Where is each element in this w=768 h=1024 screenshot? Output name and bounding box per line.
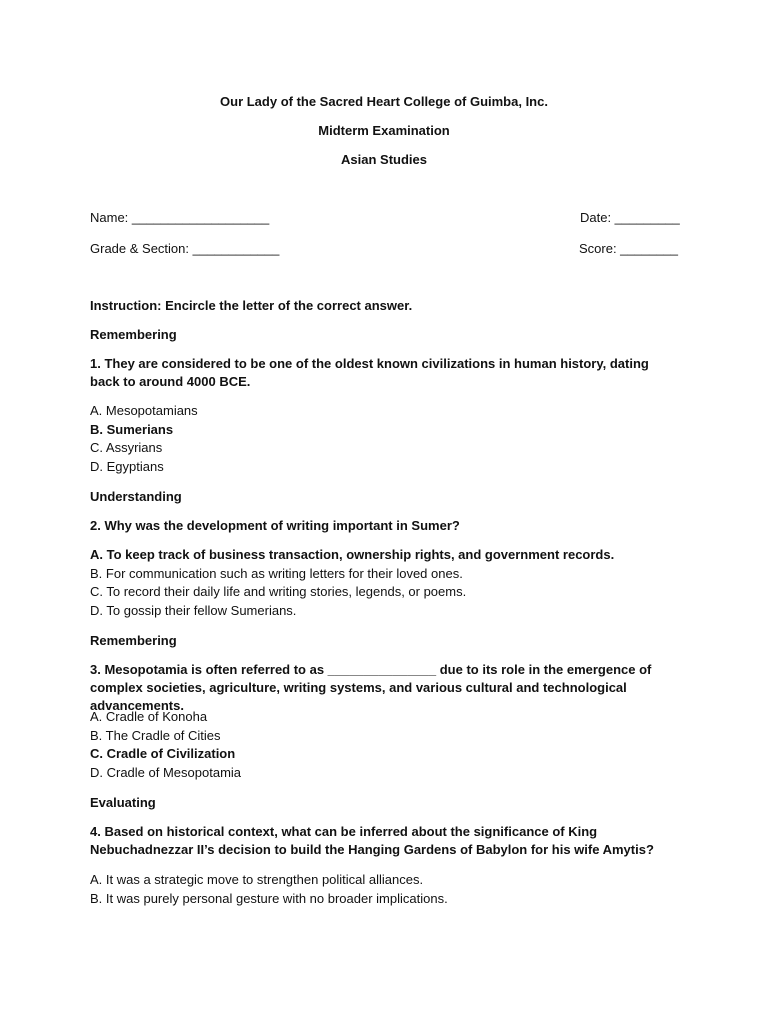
grade-section-field: Grade & Section: ____________: [90, 241, 280, 256]
instruction-text: Instruction: Encircle the letter of the correct answer.: [90, 298, 413, 313]
name-field: Name: ___________________: [90, 210, 270, 225]
choices-4: [90, 871, 690, 908]
choice-1d: D. Egyptians: [90, 458, 164, 474]
choice-4b: B. It was purely personal gesture with no broader implications.: [90, 890, 448, 906]
choice-1c: C. Assyrians: [90, 440, 163, 456]
choice-4a: A. It was a strategic move to strengthen political alliances.: [90, 872, 424, 887]
question-1: 1. They are considered to be one of the oldest known civilizations in human history, dating back to around 4000 BCE.: [90, 356, 649, 389]
category-label: Evaluating: [90, 795, 156, 810]
question-3: 3. Mesopotamia is often referred to as _______________ due to its role in the emergence of complex societies, agriculture, writing systems, and various cultural and technological advancements.: [90, 662, 652, 713]
choice-3c: C. Cradle of Civilization: [90, 746, 236, 762]
exam-title: Midterm Examination: [318, 123, 450, 138]
choice-2c: C. To record their daily life and writing stories, legends, or poems.: [90, 584, 467, 600]
school-name: Our Lady of the Sacred Heart College of Guimba, Inc.: [220, 94, 548, 109]
choice-2d: D. To gossip their fellow Sumerians.: [90, 602, 297, 618]
subject-title: Asian Studies: [341, 152, 427, 167]
date-field: Date: _________: [580, 210, 680, 225]
choice-2a: A. To keep track of business transaction, ownership rights, and government records.: [90, 547, 615, 562]
category-label: Remembering: [90, 327, 177, 342]
score-field: Score: ________: [579, 241, 679, 256]
choice-1b: B. Sumerians: [90, 421, 174, 437]
choice-1a: A. Mesopotamians: [90, 403, 198, 418]
question-2: 2. Why was the development of writing important in Sumer?: [90, 518, 460, 533]
choices-3: [90, 708, 690, 782]
choices-1: [90, 402, 690, 476]
question-4: 4. Based on historical context, what can be inferred about the significance of King Nebuchadnezzar II’s decision to build the Hanging Gardens of Babylon for his wife Amytis?: [90, 824, 654, 857]
choice-3a: A. Cradle of Konoha: [90, 709, 208, 724]
choice-3b: B. The Cradle of Cities: [90, 727, 221, 743]
choices-2: [90, 546, 690, 620]
category-label: Remembering: [90, 633, 177, 648]
category-label: Understanding: [90, 489, 182, 504]
choice-2b: B. For communication such as writing letters for their loved ones.: [90, 565, 463, 581]
choice-3d: D. Cradle of Mesopotamia: [90, 764, 242, 780]
